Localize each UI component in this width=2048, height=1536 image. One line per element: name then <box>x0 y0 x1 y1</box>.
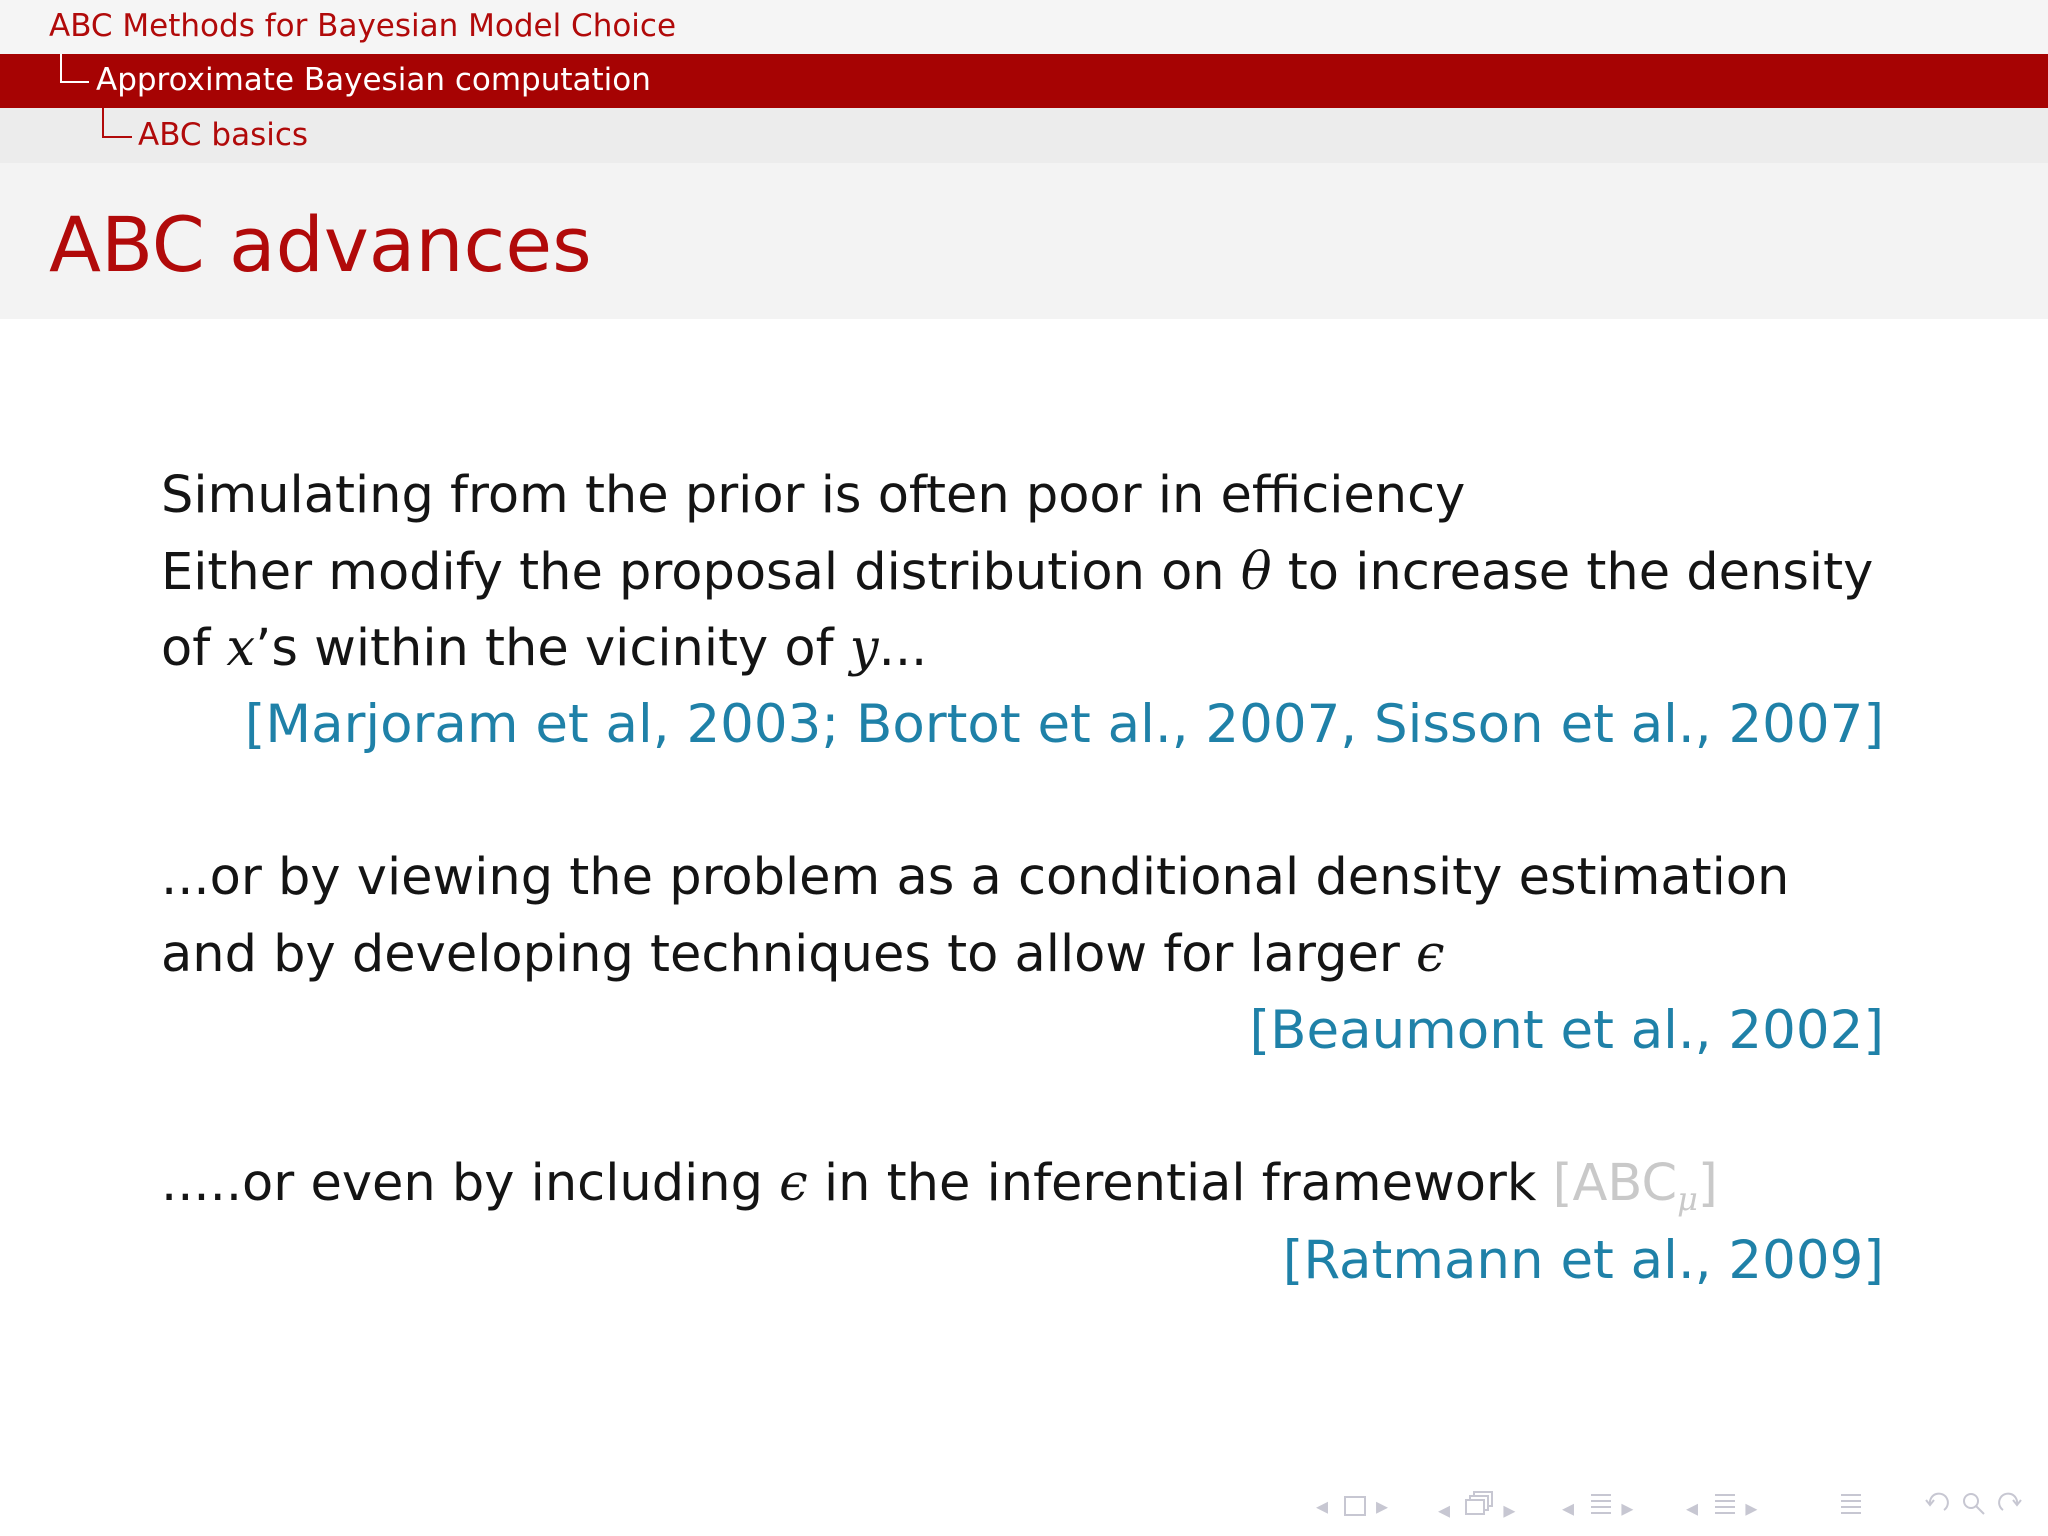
nav-section-icon[interactable] <box>1712 1494 1746 1522</box>
body-text: and by developing techniques to allow for larger <box>161 925 1400 984</box>
citation-1[interactable]: [Marjoram et al, 2003; Bortot et al., 2007, Sisson et al., 2007] <box>244 694 1884 755</box>
nav-arrow-left-icon[interactable]: ◂ <box>1316 1492 1329 1520</box>
frame-title-bar <box>0 163 2048 319</box>
nav-search-icon[interactable] <box>1960 1496 1996 1524</box>
body-text: .....or even by including <box>161 1154 763 1213</box>
nav-slide-icon[interactable] <box>1464 1496 1504 1524</box>
nav-back-icon[interactable] <box>1922 1496 1960 1524</box>
body-text: to increase the density <box>1287 543 1874 602</box>
header-section-link[interactable]: ABC Methods for Bayesian Model Choice <box>49 8 677 44</box>
body-text: Simulating from the prior is often poor in efficiency <box>161 466 1466 525</box>
faded-text: [ABC <box>1552 1154 1678 1213</box>
tree-connector-icon <box>60 54 89 83</box>
body-line-5 <box>161 925 1445 984</box>
nav-arrow-right-icon[interactable]: ▸ <box>1376 1492 1389 1520</box>
header-subsubsection-bar <box>0 108 2048 163</box>
nav-section-group[interactable] <box>1686 1490 1763 1522</box>
nav-subsection-icon[interactable] <box>1588 1494 1622 1522</box>
nav-frame-group[interactable] <box>1316 1490 1394 1522</box>
nav-arrow-right-icon[interactable]: ▸ <box>1503 1496 1516 1524</box>
faded-abc-mu <box>1552 1154 1718 1218</box>
citation-2[interactable]: [Beaumont et al., 2002] <box>1249 1000 1884 1061</box>
math-theta: θ <box>1240 543 1272 602</box>
body-text: of <box>161 619 211 678</box>
body-text: ...or by viewing the problem as a conditional density estimation <box>161 848 1790 907</box>
nav-search-group[interactable] <box>1922 1490 2025 1522</box>
body-text: ... <box>878 619 928 678</box>
page-title: ABC advances <box>49 200 592 289</box>
math-x: x <box>226 619 256 678</box>
citation-3[interactable]: [Ratmann et al., 2009] <box>1282 1230 1884 1291</box>
nav-subsection-group[interactable] <box>1562 1490 1639 1522</box>
header-subsubsection-link[interactable]: ABC basics <box>138 117 309 153</box>
body-text: in the inferential framework <box>823 1154 1537 1213</box>
nav-forward-icon[interactable] <box>1995 1496 2025 1524</box>
nav-arrow-right-icon[interactable]: ▸ <box>1745 1494 1758 1522</box>
body-line-6 <box>161 1154 1718 1218</box>
nav-arrow-right-icon[interactable]: ▸ <box>1621 1494 1634 1522</box>
header-section-bar <box>0 0 2048 54</box>
body-line-4 <box>161 848 1790 907</box>
math-epsilon: ϵ <box>779 1154 808 1213</box>
math-y: y <box>849 619 879 678</box>
body-line-1 <box>161 466 1466 525</box>
nav-arrow-left-icon[interactable]: ◂ <box>1686 1494 1699 1522</box>
header-subsection-link[interactable]: Approximate Bayesian computation <box>96 62 651 98</box>
body-text: ’s within the vicinity of <box>255 619 834 678</box>
header-subsection-bar <box>0 54 2048 108</box>
body-text: Either modify the proposal distribution on <box>161 543 1225 602</box>
body-line-3 <box>161 619 928 678</box>
tree-connector-icon <box>102 108 132 138</box>
body-line-2 <box>161 543 1874 602</box>
faded-subscript: μ <box>1677 1180 1698 1218</box>
nav-toc-group[interactable] <box>1838 1490 1864 1522</box>
nav-toc-icon[interactable] <box>1838 1494 1864 1522</box>
nav-frame-icon[interactable] <box>1344 1496 1366 1516</box>
nav-slide-group[interactable] <box>1438 1490 1521 1522</box>
nav-arrow-left-icon[interactable]: ◂ <box>1562 1494 1575 1522</box>
nav-arrow-left-icon[interactable]: ◂ <box>1438 1496 1451 1524</box>
math-epsilon: ϵ <box>1416 925 1445 984</box>
faded-text: ] <box>1697 1154 1718 1213</box>
